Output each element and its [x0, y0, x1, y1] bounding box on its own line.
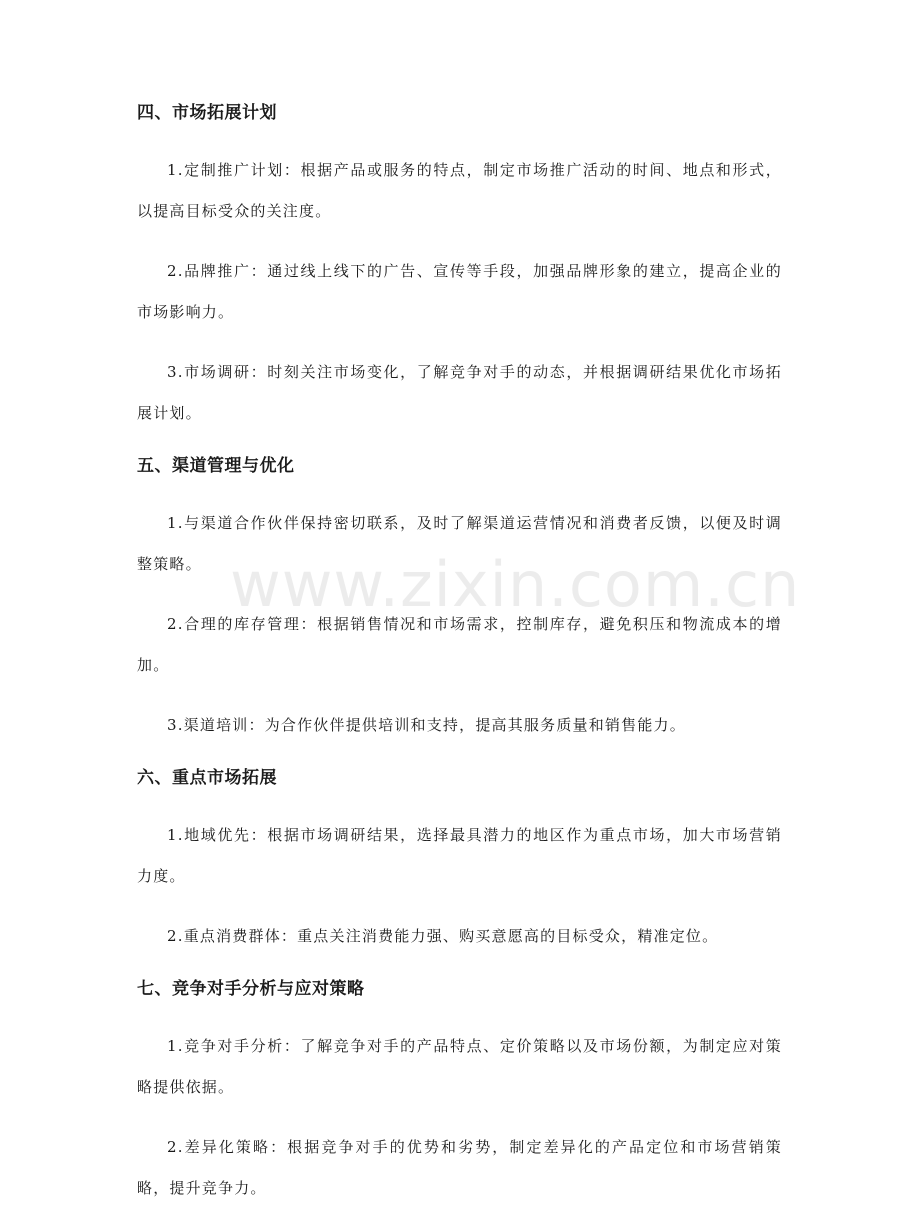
paragraph: 2.品牌推广：通过线上线下的广告、宣传等手段，加强品牌形象的建立，提高企业的市场影响力。	[137, 262, 782, 321]
section-market-expansion	[137, 100, 782, 434]
watermark: www.zixin.com.cn	[230, 548, 801, 621]
section-heading: 六、重点市场拓展	[137, 768, 277, 788]
paragraph: 2.差异化策略：根据竞争对手的优势和劣势，制定差异化的产品定位和市场营销策略，提升竞争力。	[137, 1138, 782, 1197]
paragraph: 2.重点消费群体：重点关注消费能力强、购买意愿高的目标受众，精准定位。	[167, 927, 719, 945]
section-channel-management	[137, 453, 782, 746]
section-competitor-analysis	[137, 976, 782, 1209]
paragraph: 1.地域优先：根据市场调研结果，选择最具潜力的地区作为重点市场，加大市场营销力度。	[137, 826, 782, 885]
section-key-markets	[137, 765, 782, 957]
paragraph: 1.竞争对手分析：了解竞争对手的产品特点、定价策略以及市场份额，为制定应对策略提供依据。	[137, 1037, 782, 1096]
paragraph: 1.定制推广计划：根据产品或服务的特点，制定市场推广活动的时间、地点和形式，以提高目标受众的关注度。	[137, 161, 782, 220]
paragraph: 3.市场调研：时刻关注市场变化，了解竞争对手的动态，并根据调研结果优化市场拓展计划。	[137, 363, 782, 422]
paragraph: 1.与渠道合作伙伴保持密切联系，及时了解渠道运营情况和消费者反馈，以便及时调整策略。	[137, 514, 782, 573]
section-heading: 四、市场拓展计划	[137, 103, 277, 123]
paragraph: 2.合理的库存管理：根据销售情况和市场需求，控制库存，避免积压和物流成本的增加。	[137, 615, 782, 674]
section-heading: 七、竞争对手分析与应对策略	[137, 979, 365, 999]
paragraph: 3.渠道培训：为合作伙伴提供培训和支持，提高其服务质量和销售能力。	[167, 716, 686, 734]
document-body	[137, 100, 782, 1228]
section-heading: 五、渠道管理与优化	[137, 456, 295, 476]
